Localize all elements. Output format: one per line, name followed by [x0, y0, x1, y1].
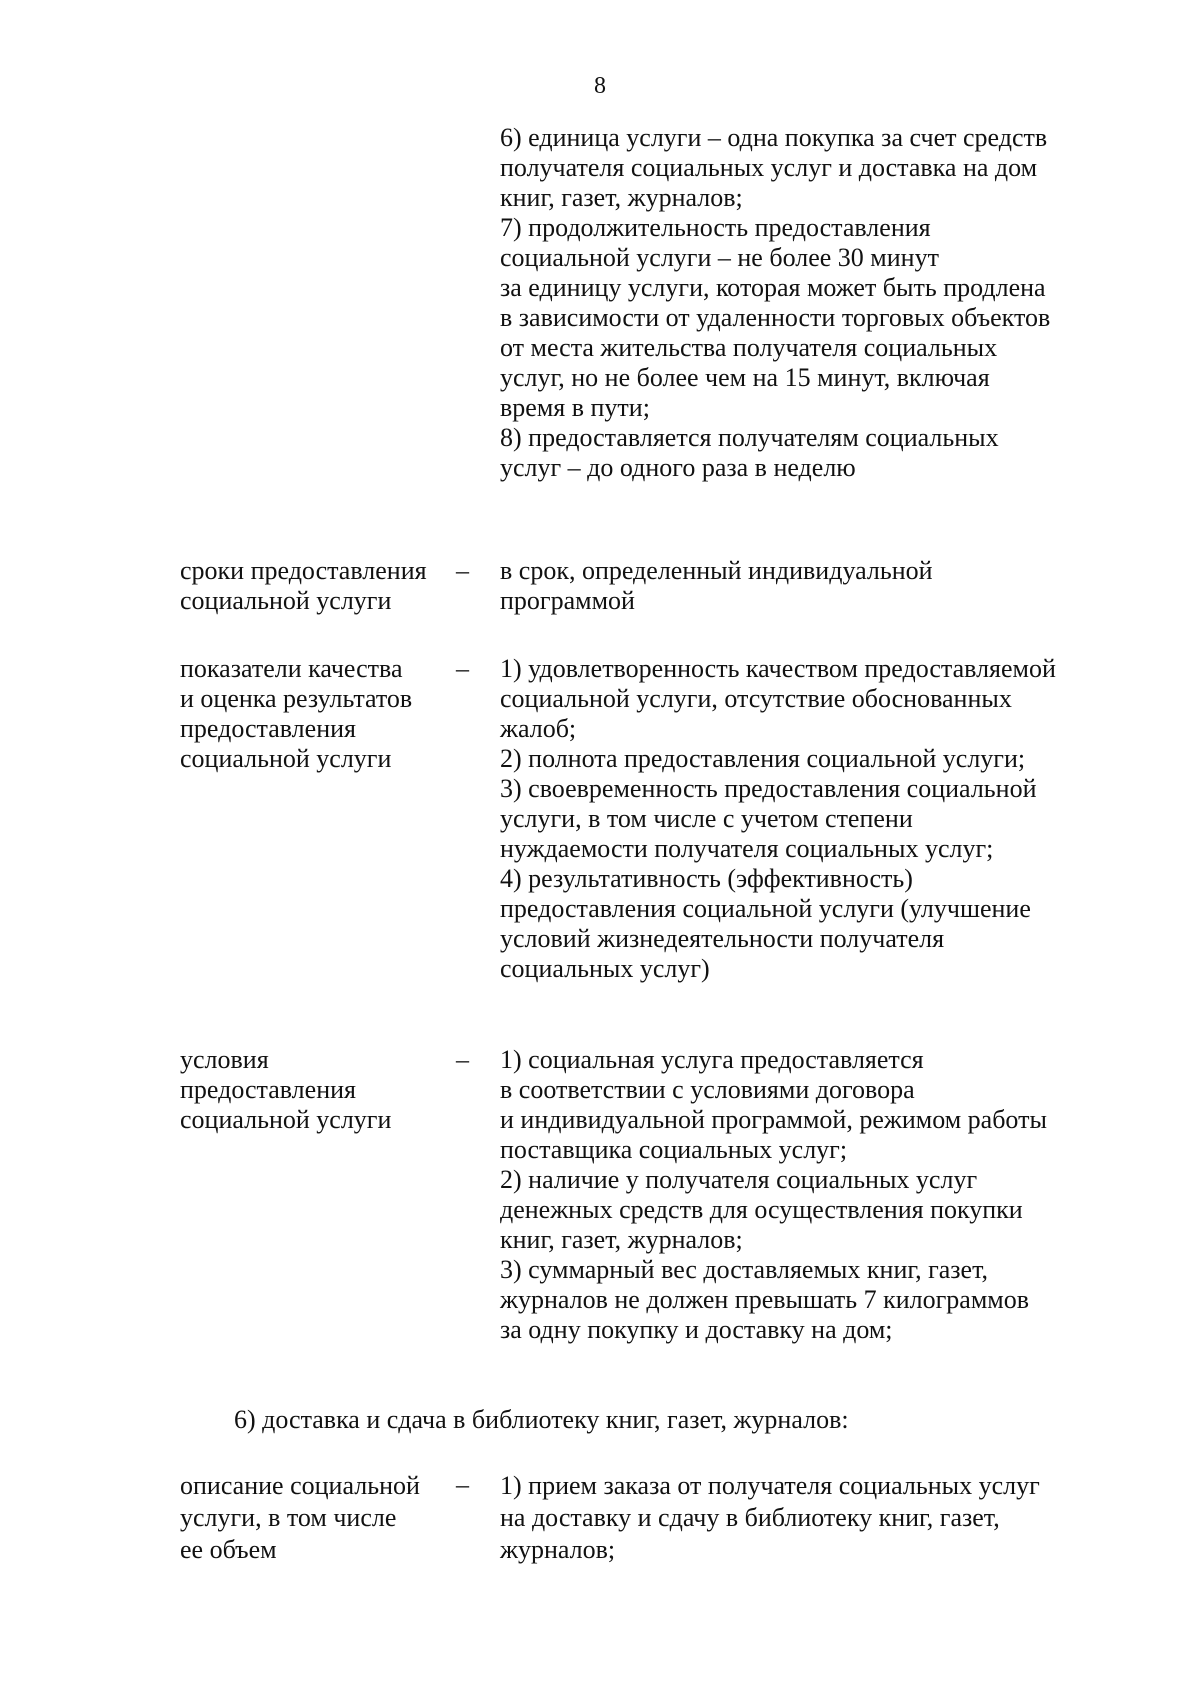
text-line: книг, газет, журналов; — [500, 183, 743, 212]
label-line: и оценка результатов — [180, 684, 413, 713]
text-line: 7) продолжительность предоставления — [500, 213, 931, 242]
text-line: от места жительства получателя социальных — [500, 333, 998, 362]
text-line: в соответствии с условиями договора — [500, 1075, 915, 1104]
text-line: 3) суммарный вес доставляемых книг, газет, — [500, 1255, 989, 1284]
page-number: 8 — [594, 73, 606, 99]
text-line: получателя социальных услуг и доставка на дом — [500, 153, 1038, 182]
text-line: 8) предоставляется получателям социальных — [500, 423, 999, 452]
label-line: сроки предоставления — [180, 556, 427, 585]
text-line: 3) своевременность предоставления социальной — [500, 774, 1037, 803]
text-line: журналов не должен превышать 7 килограммов — [500, 1285, 1030, 1314]
text-line: жалоб; — [500, 714, 577, 743]
text-line: 6) единица услуги – одна покупка за счет средств — [500, 123, 1048, 152]
label-line: социальной услуги — [180, 744, 392, 773]
label-line: предоставления — [180, 1075, 356, 1104]
text-line: время в пути; — [500, 393, 650, 422]
text-line: нуждаемости получателя социальных услуг; — [500, 834, 994, 863]
label-line: социальной услуги — [180, 586, 392, 615]
text-line: программой — [500, 586, 635, 615]
text-line: поставщика социальных услуг; — [500, 1135, 848, 1164]
row-terms-value — [500, 556, 933, 616]
text-line: социальной услуги – не более 30 минут — [500, 243, 939, 272]
text-line: условий жизнедеятельности получателя — [500, 924, 945, 953]
text-line: за единицу услуги, которая может быть продлена — [500, 273, 1046, 302]
label-line: услуги, в том числе — [180, 1503, 397, 1532]
text-line: книг, газет, журналов; — [500, 1225, 743, 1254]
text-line: журналов; — [500, 1535, 616, 1564]
label-line: ее объем — [180, 1535, 277, 1564]
text-line: за одну покупку и доставку на дом; — [500, 1315, 893, 1344]
row-terms-dash: – — [456, 556, 469, 585]
label-line: предоставления — [180, 714, 356, 743]
row-unit-value — [500, 123, 1050, 483]
section-heading: 6) доставка и сдача в библиотеку книг, газет, журналов: — [234, 1405, 849, 1434]
row-conditions-value — [500, 1045, 1047, 1345]
text-line: услуг – до одного раза в неделю — [500, 453, 856, 482]
text-line: в зависимости от удаленности торговых объектов — [500, 303, 1051, 332]
row-terms-label — [180, 556, 427, 616]
text-line: социальных услуг) — [500, 954, 710, 983]
label-line: условия — [180, 1045, 269, 1074]
label-line: социальной услуги — [180, 1105, 392, 1134]
text-line: 1) удовлетворенность качеством предоставляемой — [500, 654, 1056, 683]
label-line: показатели качества — [180, 654, 403, 683]
row-description-value — [500, 1470, 1040, 1566]
text-line: в срок, определенный индивидуальной — [500, 556, 933, 585]
text-line: и индивидуальной программой, режимом работы — [500, 1105, 1047, 1134]
row-conditions-label — [180, 1045, 391, 1135]
row-conditions-dash: – — [456, 1045, 469, 1074]
text-line: социальной услуги, отсутствие обоснованных — [500, 684, 1012, 713]
text-line: услуг, но не более чем на 15 минут, включая — [500, 363, 990, 392]
row-quality-dash: – — [456, 654, 469, 683]
row-description-label — [180, 1470, 420, 1566]
row-description-dash: – — [456, 1470, 469, 1499]
text-line: услуги, в том числе с учетом степени — [500, 804, 913, 833]
text-line: 1) прием заказа от получателя социальных услуг — [500, 1471, 1040, 1500]
label-line: описание социальной — [180, 1471, 420, 1500]
text-line: 4) результативность (эффективность) — [500, 864, 913, 893]
text-line: 2) наличие у получателя социальных услуг — [500, 1165, 978, 1194]
text-line: денежных средств для осуществления покупки — [500, 1195, 1023, 1224]
text-line: 1) социальная услуга предоставляется — [500, 1045, 924, 1074]
row-quality-label — [180, 654, 412, 774]
text-line: 2) полнота предоставления социальной услуги; — [500, 744, 1026, 773]
text-line: предоставления социальной услуги (улучшение — [500, 894, 1031, 923]
row-quality-value — [500, 654, 1056, 984]
text-line: на доставку и сдачу в библиотеку книг, газет, — [500, 1503, 1000, 1532]
